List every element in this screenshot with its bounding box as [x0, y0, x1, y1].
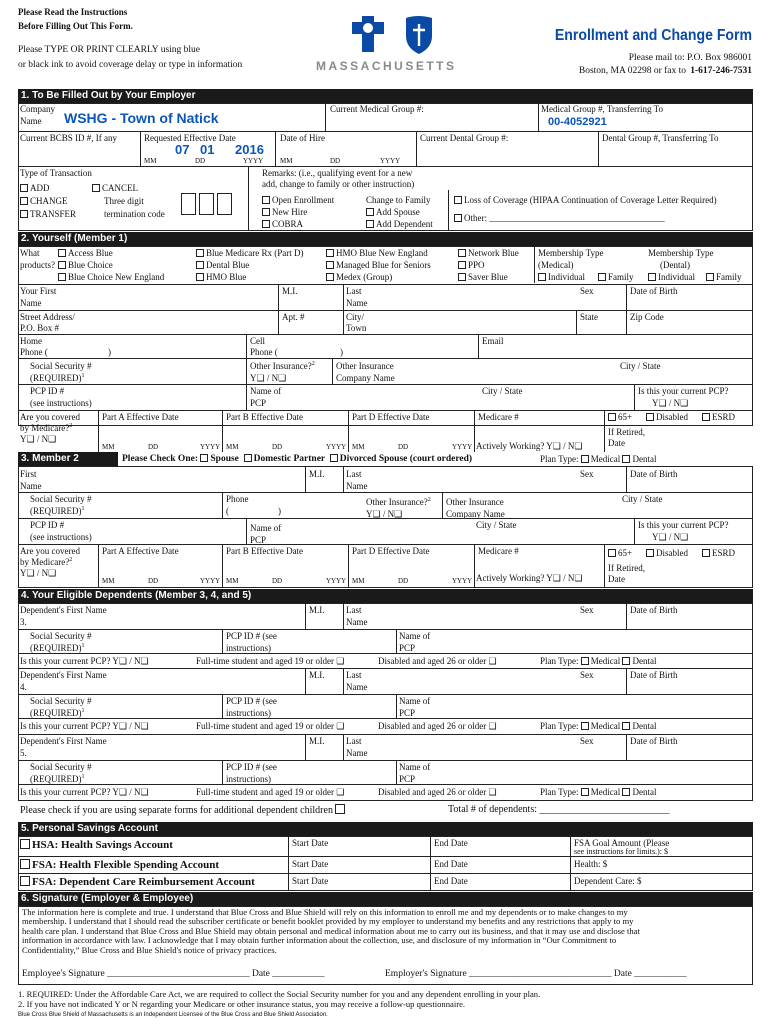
dob-label: Date of Birth: [630, 286, 678, 296]
fsa-health-checkbox[interactable]: FSA: Health Flexible Spending Account: [20, 859, 219, 872]
add-dep-checkbox[interactable]: Add Dependent: [366, 219, 433, 229]
first-name-label: Your First: [20, 286, 57, 296]
dep5-disabled26[interactable]: Disabled and aged 26 or older ❑: [378, 787, 497, 797]
cell-label: Cell: [250, 336, 265, 346]
m2-mi-label: M.I.: [309, 469, 325, 479]
fsa2-start: Start Date: [292, 876, 329, 886]
dd-label: DD: [195, 157, 206, 165]
name-of-label: Name of: [250, 386, 282, 396]
dep4-pcp2: PCP: [399, 708, 416, 718]
m2-sex-label: Sex: [580, 469, 594, 479]
blue-choice-checkbox[interactable]: Blue Choice: [58, 260, 113, 270]
medical-transfer-label: Medical Group #, Transferring To: [541, 104, 663, 114]
pd-mm: MM: [352, 443, 365, 451]
dep3-ssn-req: (REQUIRED)$^1$: [30, 643, 85, 653]
dep4-dental-checkbox[interactable]: [622, 722, 630, 730]
pb-yyyy: YYYY: [326, 443, 347, 451]
dep3-pcp-instr: instructions): [226, 643, 271, 653]
dep4-name-of: Name of: [399, 696, 431, 706]
company-label: Company: [20, 104, 55, 114]
eff-month-input[interactable]: 07: [175, 142, 190, 157]
m2-pd-dd: DD: [398, 577, 409, 585]
dep5-sex: Sex: [580, 736, 594, 746]
total-dependents-field[interactable]: Total # of dependents: __________________________: [448, 804, 670, 815]
sex-label: Sex: [580, 286, 594, 296]
dep5-ssn-req: (REQUIRED)$^1$: [30, 774, 85, 784]
mail-address-2: Boston, MA 02298 or fax to: [578, 66, 686, 76]
m2-medicare-yn[interactable]: Y❑ / N❑: [20, 568, 57, 578]
eff-day-input[interactable]: 01: [200, 142, 215, 157]
town-label: Town: [346, 323, 367, 333]
health-amount[interactable]: Health: $: [574, 859, 608, 869]
req-eff-label: Requested Effective Date: [144, 133, 236, 143]
new-hire-checkbox[interactable]: New Hire: [262, 207, 307, 217]
cert-line-4: information in accordance with law. I acknowledge that I may obtain further information about the collection, use, and disclosure of my information in “Our Commitment to: [22, 935, 617, 946]
div-checkbox[interactable]: [330, 454, 338, 462]
oi-city-state-label: City / State: [620, 361, 661, 371]
covered-label: Are you covered: [20, 412, 80, 422]
mt-den-label: Membership Type: [648, 248, 714, 258]
dep4-ssn-req: (REQUIRED)$^1$: [30, 708, 85, 718]
hire-label: Date of Hire: [280, 133, 325, 143]
dep3-last: Last: [346, 605, 362, 615]
depcare-amount[interactable]: Dependent Care: $: [574, 876, 642, 886]
m2-pa-dd: DD: [148, 577, 159, 585]
section6-bar: 6. Signature (Employer & Employee): [18, 892, 753, 906]
footnote-2: 2. If you have not indicated Y or N regarding your Medicare or other insurance status, you may receive a follow-up questionnaire.: [18, 999, 466, 1009]
hsa-start: Start Date: [292, 838, 329, 848]
bc-ne-checkbox[interactable]: Blue Choice New England: [58, 272, 164, 282]
bmrx-checkbox[interactable]: Blue Medicare Rx (Part D): [196, 248, 303, 258]
transfer-checkbox[interactable]: TRANSFER: [20, 209, 76, 219]
m2-pcp-see: (see instructions): [30, 532, 92, 542]
m2-phone-label: Phone: [226, 494, 249, 504]
cell-phone-close: ): [340, 347, 343, 357]
cancel-checkbox[interactable]: CANCEL: [92, 183, 138, 193]
term-digit-1[interactable]: [181, 193, 196, 215]
dep3-fulltime[interactable]: Full-time student and aged 19 or older ❑: [196, 656, 345, 666]
hsa-end: End Date: [434, 838, 468, 848]
hire-yyyy-label: YYYY: [380, 157, 401, 165]
remarks-label-2: add, change to family or other instruction): [262, 179, 415, 189]
hire-mm-label: MM: [280, 157, 293, 165]
oi-yn[interactable]: Y❑ / N❑: [250, 373, 287, 383]
access-blue-checkbox[interactable]: Access Blue: [58, 248, 113, 258]
pcp2-label: PCP: [250, 398, 267, 408]
section5-bar: 5. Personal Savings Account: [18, 822, 753, 836]
dep4-dob: Date of Birth: [630, 670, 678, 680]
saver-checkbox[interactable]: Saver Blue: [458, 272, 508, 282]
mi-label: M.I.: [282, 286, 298, 296]
pcp-see-label: (see instructions): [30, 398, 92, 408]
add-spouse-checkbox[interactable]: Add Spouse: [366, 207, 420, 217]
three-digit-label: Three digit: [104, 196, 144, 206]
dep5-last-name: Name: [346, 748, 368, 758]
m2-pb-dd: DD: [272, 577, 283, 585]
mail-address: Please mail to: P.O. Box 986001: [628, 53, 752, 63]
dep5-number: 5.: [20, 748, 27, 758]
dep4-plan-type: Plan Type: Medical Dental: [540, 721, 657, 731]
dep4-disabled26[interactable]: Disabled and aged 26 or older ❑: [378, 721, 497, 731]
pobox-label: P.O. Box #: [20, 323, 60, 333]
cert-line-1: The information here is complete and true. I understand that Blue Cross and Blue Shield will rely on this information to enroll me and my dependents or to make changes to my: [22, 907, 628, 917]
m2-actively[interactable]: Actively Working? Y❑ / N❑: [476, 573, 583, 583]
dep3-sex: Sex: [580, 605, 594, 615]
footnote-1: 1. REQUIRED: Under the Affordable Care Act, we are required to collect the Social Security number for you and any dependent enrolling in your plan.: [18, 989, 541, 999]
company-name-input[interactable]: WSHG - Town of Natick: [64, 110, 219, 126]
type-print-text-2: or black ink to avoid coverage delay or type in information: [18, 60, 243, 70]
dep3-plan-type: Plan Type: Medical Dental: [540, 656, 657, 666]
pcp-label: PCP ID #: [30, 386, 65, 396]
products-label: products?: [20, 260, 55, 270]
m2-oi-yn[interactable]: Y❑ / N❑: [366, 509, 403, 519]
dep5-pcp2: PCP: [399, 774, 416, 784]
ssn-label: Social Security #: [30, 361, 92, 371]
dental-label: Current Dental Group #:: [420, 133, 509, 143]
is-pcp-yn[interactable]: Y❑ / N❑: [652, 398, 689, 408]
m2-by-med: by Medicare?$^2$: [20, 557, 73, 567]
m2-ssn-label: Social Security #: [30, 494, 92, 504]
dep3-mi: M.I.: [309, 605, 325, 615]
chg-family-label: Change to Family: [366, 195, 431, 205]
term-code-label: termination code: [104, 209, 165, 219]
dep3-dob: Date of Birth: [630, 605, 678, 615]
dep5-dental-checkbox[interactable]: [622, 788, 630, 796]
dep5-ssn: Social Security #: [30, 762, 92, 772]
employee-signature[interactable]: Employee's Signature ______________________________ Date ___________: [22, 969, 325, 979]
dep5-last: Last: [346, 736, 362, 746]
city-label: City/: [346, 312, 365, 322]
dep4-number: 4.: [20, 682, 27, 692]
remarks-label: Remarks: (i.e., qualifying event for a new: [262, 168, 413, 178]
m2-medicare-no: Medicare #: [478, 546, 519, 556]
section4-bar: 4. Your Eligible Dependents (Member 3, 4, and 5): [18, 589, 753, 603]
medical-transfer-input[interactable]: 00-4052921: [548, 116, 607, 128]
den-individual-checkbox[interactable]: Individual: [648, 272, 695, 282]
m2-oi-city: City / State: [622, 494, 663, 504]
fsa2-end: End Date: [434, 876, 468, 886]
section1-bar: 1. To Be Filled Out by Your Employer: [18, 89, 753, 103]
m2-pa-mm: MM: [102, 577, 115, 585]
ppo-checkbox[interactable]: PPO: [458, 260, 485, 270]
m2-retired-date: Date: [608, 574, 625, 584]
name-label: Name: [20, 116, 42, 126]
current-medical-label: Current Medical Group #:: [330, 104, 424, 114]
pa-yyyy: YYYY: [200, 443, 221, 451]
dep3-last-name: Name: [346, 617, 368, 627]
m2-pd-mm: MM: [352, 577, 365, 585]
zip-label: Zip Code: [630, 312, 664, 322]
eff-year-input[interactable]: 2016: [235, 142, 264, 157]
dep4-first-label: Dependent's First Name: [20, 670, 107, 680]
bcbs-logo-icon: [348, 14, 444, 56]
mt-med-label-2: (Medical): [538, 260, 574, 270]
m2-pcp-city: City / State: [476, 520, 517, 530]
m2-last-label: Last: [346, 469, 362, 479]
dep4-pcp: PCP ID # (see: [226, 696, 277, 706]
pd-yyyy: YYYY: [452, 443, 473, 451]
spouse-checkbox[interactable]: [200, 454, 208, 462]
home-phone-close: ): [108, 347, 111, 357]
dep4-ssn: Social Security #: [30, 696, 92, 706]
email-label: Email: [482, 336, 504, 346]
dep5-pcp: PCP ID # (see: [226, 762, 277, 772]
state-label-field: State: [580, 312, 598, 322]
med-individual-checkbox[interactable]: Individual: [538, 272, 585, 282]
goal-label-2: see instructions for limits.): $: [574, 847, 668, 856]
first-name-label-2: Name: [20, 298, 42, 308]
dep3-number: 3.: [20, 617, 27, 627]
bcbs-id-label: Current BCBS ID #, If any: [20, 133, 117, 143]
pcp-city-state-label: City / State: [482, 386, 523, 396]
dep4-medical-checkbox[interactable]: [581, 722, 589, 730]
state-label: MASSACHUSETTS: [316, 59, 457, 73]
network-checkbox[interactable]: Network Blue: [458, 248, 519, 258]
m2-pb: Part B Effective Date: [226, 546, 304, 556]
disabled-checkbox[interactable]: Disabled: [646, 412, 688, 422]
dep5-mi: M.I.: [309, 736, 325, 746]
dep5-pcp-instr: instructions): [226, 774, 271, 784]
hsa-checkbox[interactable]: HSA: Health Savings Account: [20, 839, 173, 852]
medicare-no-label: Medicare #: [478, 412, 519, 422]
part-d-label: Part D Effective Date: [352, 412, 430, 422]
separate-forms-checkbox[interactable]: Please check if you are using separate forms for additional dependent children: [20, 804, 347, 817]
dep4-pcp-instr: instructions): [226, 708, 271, 718]
type-txn-label: Type of Transaction: [20, 168, 92, 178]
m2-is-pcp: Is this your current PCP?: [638, 520, 729, 530]
goal-label: FSA Goal Amount (Please: [574, 838, 670, 848]
m2-medical-checkbox[interactable]: [581, 455, 589, 463]
m2-age65[interactable]: 65+: [608, 548, 632, 558]
co-name-label: Company Name: [336, 373, 395, 383]
employer-signature[interactable]: Employer's Signature ______________________________ Date ___________: [385, 969, 687, 979]
fax-number: 1-617-246-7531: [690, 66, 752, 76]
add-checkbox[interactable]: ADD: [20, 183, 50, 193]
oi-label: Other Insurance?$^2$: [250, 361, 315, 371]
m2-pa-yyyy: YYYY: [200, 577, 221, 585]
m2-pb-mm: MM: [226, 577, 239, 585]
form-title: Enrollment and Change Form: [554, 27, 752, 44]
dental-blue-checkbox[interactable]: Dental Blue: [196, 260, 249, 270]
m2-first-label: First: [20, 469, 37, 479]
medicare-yn[interactable]: Y❑ / N❑: [20, 434, 57, 444]
pd-dd: DD: [398, 443, 409, 451]
dep5-first-label: Dependent's First Name: [20, 736, 107, 746]
medex-checkbox[interactable]: Medex (Group): [326, 272, 392, 282]
m2-oi-label: Other Insurance?$^2$: [366, 497, 431, 507]
footnote-3: Blue Cross Blue Shield of Massachusetts is an Independent Licensee of the Blue Cross and Blue Shield Association.: [18, 1012, 328, 1018]
dp-checkbox[interactable]: [244, 454, 252, 462]
dep3-pcp: PCP ID # (see: [226, 631, 277, 641]
m2-ssn-required: (REQUIRED)$^1$: [30, 506, 85, 516]
street-label: Street Address/: [20, 312, 75, 322]
change-checkbox[interactable]: CHANGE: [20, 196, 68, 206]
dep4-fulltime[interactable]: Full-time student and aged 19 or older ❑: [196, 721, 345, 731]
dep3-first-label: Dependent's First Name: [20, 605, 107, 615]
open-enrollment-checkbox[interactable]: Open Enrollment: [262, 195, 334, 205]
m2-esrd[interactable]: ESRD: [702, 548, 735, 558]
m2-if-retired: If Retired,: [608, 563, 645, 573]
m2-last-name-label: Name: [346, 481, 368, 491]
pa-mm: MM: [102, 443, 115, 451]
m2-pd-yyyy: YYYY: [452, 577, 473, 585]
loss-checkbox[interactable]: Loss of Coverage (HIPAA Continuation of Coverage Letter Required): [454, 195, 717, 205]
dep5-dob: Date of Birth: [630, 736, 678, 746]
if-retired-label: If Retired,: [608, 427, 645, 437]
cert-line-3: health care plan. I understand that Blue Cross and Blue Shield may obtain personal and medical information about me to carry out its business, and that it may use and disclose that: [22, 925, 640, 936]
dep3-disabled26[interactable]: Disabled and aged 26 or older ❑: [378, 656, 497, 666]
mt-med-label: Membership Type: [538, 248, 604, 258]
m2-phone-close: ): [278, 506, 281, 516]
last-label: Last: [346, 286, 362, 296]
m2-covered: Are you covered: [20, 546, 80, 556]
term-digit-3[interactable]: [217, 193, 232, 215]
dep4-sex: Sex: [580, 670, 594, 680]
apt-label: Apt. #: [282, 312, 305, 322]
dep4-mi: M.I.: [309, 670, 325, 680]
den-family-checkbox[interactable]: Family: [706, 272, 742, 282]
part-b-label: Part B Effective Date: [226, 412, 304, 422]
term-digit-2[interactable]: [199, 193, 214, 215]
dep3-is-pcp[interactable]: Is this your current PCP? Y❑ / N❑: [20, 656, 149, 666]
home-phone-label: Phone (: [20, 347, 48, 357]
dep4-is-pcp[interactable]: Is this your current PCP? Y❑ / N❑: [20, 721, 149, 731]
dep3-medical-checkbox[interactable]: [581, 657, 589, 665]
actively-working-yn[interactable]: Actively Working? Y❑ / N❑: [476, 441, 583, 451]
hmo-ne-checkbox[interactable]: HMO Blue New England: [326, 248, 428, 258]
m2-is-pcp-yn[interactable]: Y❑ / N❑: [652, 532, 689, 542]
header-line2: Before Filling Out This Form.: [18, 21, 133, 31]
m2-pd: Part D Effective Date: [352, 546, 430, 556]
fsa1-start: Start Date: [292, 859, 329, 869]
m2-pb-yyyy: YYYY: [326, 577, 347, 585]
dep3-pcp2: PCP: [399, 643, 416, 653]
mm-label: MM: [144, 157, 157, 165]
dep3-ssn: Social Security #: [30, 631, 92, 641]
certification-text: [22, 908, 750, 955]
managed-checkbox[interactable]: Managed Blue for Seniors: [326, 260, 431, 270]
dep5-name-of: Name of: [399, 762, 431, 772]
cert-line-5: Confidentiality,” Blue Cross and Blue Shield's notice of privacy practices.: [22, 944, 277, 955]
m2-phone-open: (: [226, 506, 229, 516]
ssn-required-label: (REQUIRED)$^1$: [30, 373, 85, 383]
last-name-label-2: Name: [346, 298, 368, 308]
m2-disabled[interactable]: Disabled: [646, 548, 688, 558]
home-label: Home: [20, 336, 42, 346]
m2-name-of: Name of: [250, 523, 282, 533]
dep5-plan-type: Plan Type: Medical Dental: [540, 787, 657, 797]
dep4-last: Last: [346, 670, 362, 680]
dep5-is-pcp[interactable]: Is this your current PCP? Y❑ / N❑: [20, 787, 149, 797]
section4-box: [18, 603, 753, 801]
section3-bar: 3. Member 2: [18, 452, 118, 466]
pb-dd: DD: [272, 443, 283, 451]
dental-transfer-label: Dental Group #, Transferring To: [602, 133, 719, 143]
dep5-medical-checkbox[interactable]: [581, 788, 589, 796]
age65-checkbox[interactable]: 65+: [608, 412, 632, 422]
dep3-name-of: Name of: [399, 631, 431, 641]
pb-mm: MM: [226, 443, 239, 451]
m2-pcp-label: PCP ID #: [30, 520, 65, 530]
retired-date-label: Date: [608, 438, 625, 448]
cell-phone-label: Phone (: [250, 347, 278, 357]
is-pcp-label: Is this your current PCP?: [638, 386, 729, 396]
dep5-fulltime[interactable]: Full-time student and aged 19 or older ❑: [196, 787, 345, 797]
m2-pcp2: PCP: [250, 535, 267, 545]
cobra-checkbox[interactable]: COBRA: [262, 219, 303, 229]
pa-dd: DD: [148, 443, 159, 451]
header-line1: Please Read the Instructions: [18, 7, 128, 17]
oi-co-label: Other Insurance: [336, 361, 394, 371]
cert-line-2: membership. I understand that I should read the subscriber certificate or benefit booklet provided by my employer to understand my benefits and any restrictions that apply to my: [22, 916, 634, 927]
yyyy-label: YYYY: [243, 157, 264, 165]
type-print-text: Please TYPE OR PRINT CLEARLY using blue: [18, 45, 201, 55]
m2-dental-checkbox[interactable]: [622, 455, 630, 463]
esrd-checkbox[interactable]: ESRD: [702, 412, 735, 422]
section2-bar: 2. Yourself (Member 1): [18, 232, 753, 246]
dep3-dental-checkbox[interactable]: [622, 657, 630, 665]
med-family-checkbox[interactable]: Family: [598, 272, 634, 282]
hmo-blue-checkbox[interactable]: HMO Blue: [196, 272, 246, 282]
m2-co-name: Company Name: [446, 509, 505, 519]
m2-first-name-label: Name: [20, 481, 42, 491]
other-checkbox[interactable]: Other: _______________________________________: [454, 213, 665, 223]
m2-oi-co: Other Insurance: [446, 497, 504, 507]
fsa-depcare-checkbox[interactable]: FSA: Dependent Care Reimbursement Account: [20, 876, 255, 889]
by-medicare-label: by Medicare?$^2$: [20, 423, 73, 433]
m2-dob-label: Date of Birth: [630, 469, 678, 479]
check-one-row: Please Check One: Spouse Domestic Partner Divorced Spouse (court ordered): [122, 454, 473, 464]
m2-pa: Part A Effective Date: [102, 546, 179, 556]
fsa1-end: End Date: [434, 859, 468, 869]
part-a-label: Part A Effective Date: [102, 412, 179, 422]
m2-plan-type: Plan Type: Medical Dental: [540, 454, 657, 464]
dep4-last-name: Name: [346, 682, 368, 692]
mt-den-label-2: (Dental): [660, 260, 690, 270]
what-label: What: [20, 248, 40, 258]
hire-dd-label: DD: [330, 157, 341, 165]
